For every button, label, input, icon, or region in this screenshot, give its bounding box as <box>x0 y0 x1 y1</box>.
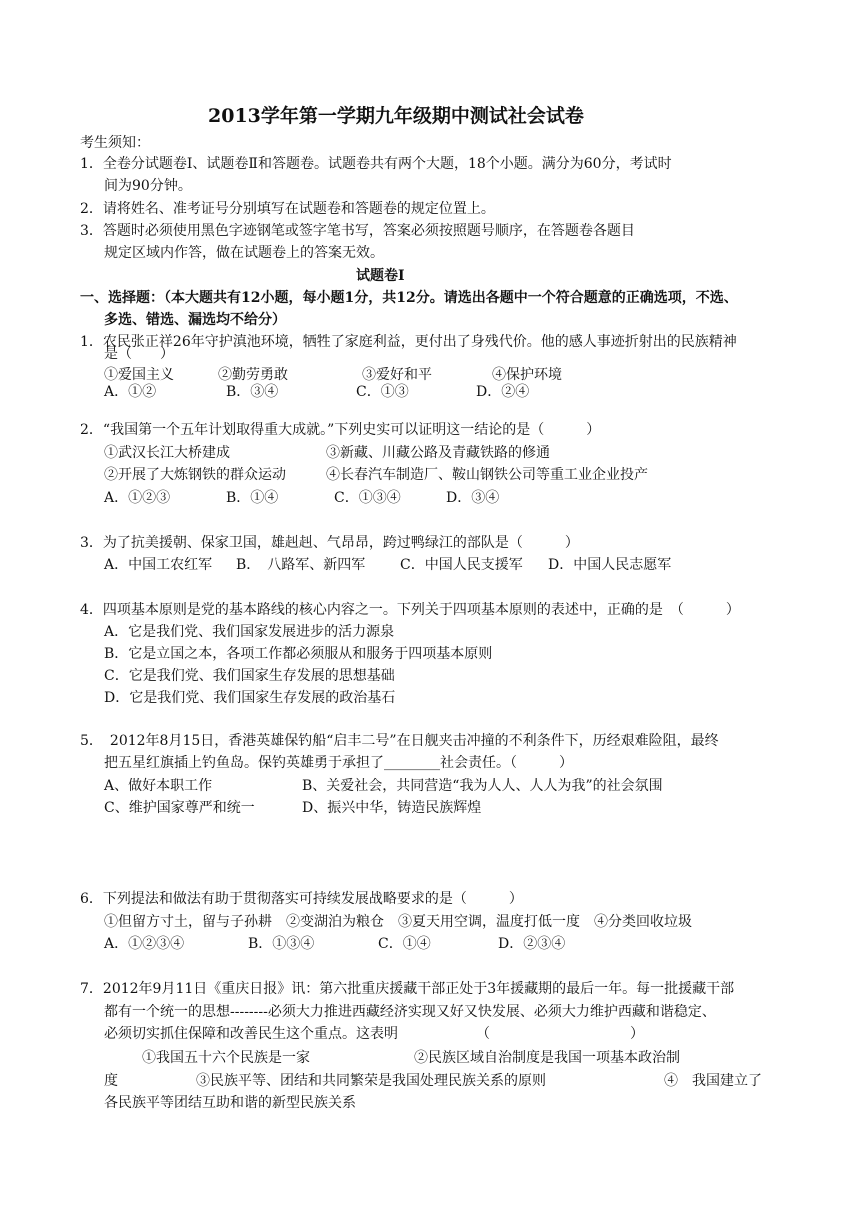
q1-option-2: ②勤劳勇敢 <box>218 367 288 383</box>
q1-choice-b: B．③④ <box>226 384 279 400</box>
q5-choice-c: C、维护国家尊严和统一 <box>104 800 255 816</box>
q3-choice-b: B． 八路军、新四军 <box>236 557 366 573</box>
q7-option-4-cont: 各民族平等团结互助和谐的新型民族关系 <box>104 1095 356 1111</box>
q4-stem: 4．四项基本原则是党的基本路线的核心内容之一。下列关于四项基本原则的表述中，正确的是 （ ） <box>80 602 740 618</box>
q4-choice-a: A．它是我们党、我们国家发展进步的活力源泉 <box>104 624 395 640</box>
notice-item-1-cont: 间为90分钟。 <box>104 178 192 194</box>
q7-option-4: ④ 我国建立了 <box>664 1073 762 1089</box>
q5-choice-a: A、做好本职工作 <box>104 778 213 794</box>
q7-option-3: ③民族平等、团结和共同繁荣是我国处理民族关系的原则 <box>196 1073 546 1089</box>
q7-answer-bracket: （ ） <box>476 1026 644 1042</box>
q7-option-2-cont: 度 <box>104 1073 118 1089</box>
q4-choice-b: B．它是立国之本，各项工作都必须服从和服务于四项基本原则 <box>104 646 493 662</box>
paper-label: 试题卷Ⅰ <box>356 268 405 284</box>
q2-choice-d: D．③④ <box>446 490 500 506</box>
q7-stem-cont-2: 必须切实抓住保障和改善民生这个重点。这表明 <box>104 1026 398 1042</box>
q2-choice-a: A．①②③ <box>104 490 171 506</box>
q1-stem-cont: 是（ ） <box>104 346 174 362</box>
q2-option-2: ②开展了大炼钢铁的群众运动 <box>104 467 286 483</box>
q7-stem-cont-1: 都有一个统一的思想--------必须大力推进西藏经济实现又好又快发展、必须大力维护西藏和谐稳定、 <box>104 1004 716 1020</box>
notice-item-3-cont: 规定区域内作答，做在试题卷上的答案无效。 <box>104 245 384 261</box>
q2-stem: 2．“我国第一个五年计划取得重大成就。”下列史实可以证明这一结论的是（ ） <box>80 422 601 438</box>
exam-title: 2013学年第一学期九年级期中测试社会试卷 <box>208 105 584 127</box>
notice-item-3: 3．答题时必须使用黑色字迹钢笔或签字笔书写，答案必须按照题号顺序，在答题卷各题目 <box>80 223 635 239</box>
q6-choice-c: C．①④ <box>378 936 431 952</box>
q6-stem: 6．下列提法和做法有助于贯彻落实可持续发展战略要求的是（ ） <box>80 891 523 907</box>
q6-choice-d: D．②③④ <box>498 936 566 952</box>
q1-choice-a: A．①② <box>104 384 157 400</box>
q7-option-2: ②民族区域自治制度是我国一项基本政治制 <box>414 1050 680 1066</box>
q1-choice-c: C．①③ <box>356 384 409 400</box>
q3-stem: 3．为了抗美援朝、保家卫国，雄赳赳、气昂昂，跨过鸭绿江的部队是（ ） <box>80 535 579 551</box>
q5-choice-d: D、振兴中华，铸造民族辉煌 <box>302 800 482 816</box>
q2-choice-c: C．①③④ <box>334 490 401 506</box>
q2-choice-b: B．①④ <box>226 490 279 506</box>
section-heading-cont: 多选、错选、漏选均不给分） <box>104 312 286 328</box>
q3-choice-d: D．中国人民志愿军 <box>548 557 672 573</box>
q2-option-4: ④长春汽车制造厂、鞍山钢铁公司等重工业企业投产 <box>326 467 648 483</box>
q5-stem: 5． 2012年8月15日，香港英雄保钓船“启丰二号”在日舰夹击冲撞的不利条件下，历经艰难险阻，最终 <box>80 733 719 749</box>
q5-stem-cont: 把五星红旗插上钓鱼岛。保钓英雄勇于承担了________社会责任。（ ） <box>104 755 573 771</box>
q1-stem: 1．农民张正祥26年守护滇池环境，牺牲了家庭利益，更付出了身残代价。他的感人事迹折射出的民族精神 <box>80 334 737 350</box>
q1-option-3: ③爱好和平 <box>362 367 432 383</box>
q3-choice-c: C．中国人民支援军 <box>400 557 523 573</box>
q2-option-3: ③新藏、川藏公路及青藏铁路的修通 <box>326 445 550 461</box>
notice-item-1: 1．全卷分试题卷Ⅰ、试题卷Ⅱ和答题卷。试题卷共有两个大题，18个小题。满分为60分，考试时 <box>80 156 672 172</box>
q6-choice-a: A．①②③④ <box>104 936 185 952</box>
q3-choice-a: A．中国工农红军 <box>104 557 213 573</box>
q1-option-4: ④保护环境 <box>492 367 562 383</box>
q4-choice-c: C．它是我们党、我们国家生存发展的思想基础 <box>104 668 395 684</box>
section-heading: 一、选择题：（本大题共有12小题，每小题1分，共12分。请选出各题中一个符合题意的正确选项，不选、 <box>80 290 738 306</box>
q1-option-1: ①爱国主义 <box>104 367 174 383</box>
q6-choice-b: B．①③④ <box>248 936 315 952</box>
q4-choice-d: D．它是我们党、我们国家生存发展的政治基石 <box>104 690 396 706</box>
q1-choice-d: D．②④ <box>476 384 530 400</box>
q7-option-1: ①我国五十六个民族是一家 <box>142 1050 310 1066</box>
notice-item-2: 2．请将姓名、准考证号分别填写在试题卷和答题卷的规定位置上。 <box>80 201 495 217</box>
q5-choice-b: B、关爱社会，共同营造“我为人人、人人为我”的社会氛围 <box>302 778 663 794</box>
q6-options: ①但留方寸土，留与子孙耕 ②变湖泊为粮仓 ③夏天用空调，温度打低一度 ④分类回收垃圾 <box>104 914 692 930</box>
q2-option-1: ①武汉长江大桥建成 <box>104 445 230 461</box>
q7-stem: 7．2012年9月11日《重庆日报》讯：第六批重庆援藏干部正处于3年援藏期的最后一年。每一批援藏干部 <box>80 981 735 997</box>
notice-heading: 考生须知： <box>80 135 150 151</box>
